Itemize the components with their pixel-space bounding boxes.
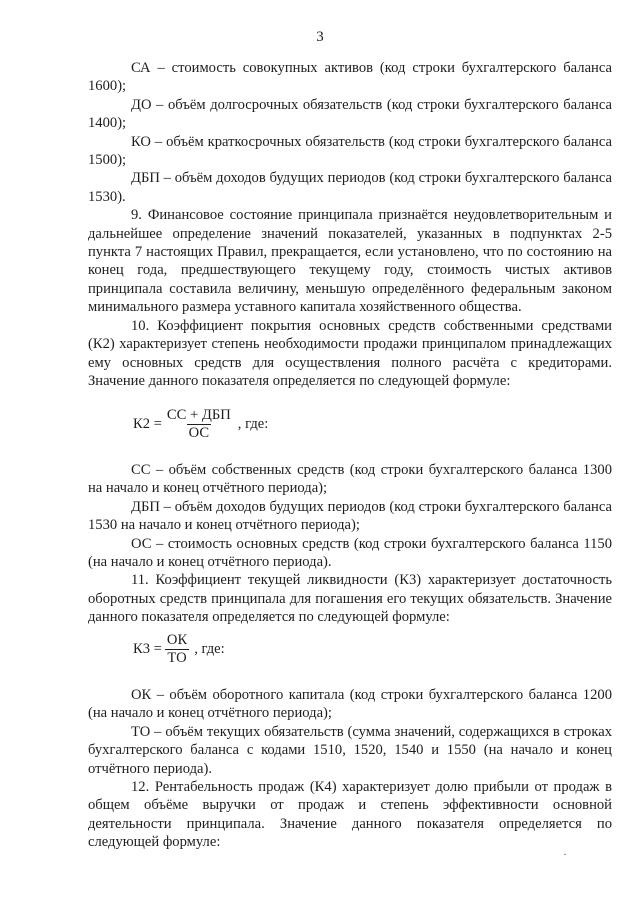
scan-dot: · bbox=[563, 847, 567, 861]
formula-k2-where: , где: bbox=[237, 416, 269, 433]
formula-k3-numerator: ОК bbox=[166, 632, 188, 648]
paragraph-11: 11. Коэффициент текущей ликвидности (К3) характеризует достаточность оборотных средств принципала для погашения его текущих обязательств. Значение данного показателя определяется по следующей формуле: bbox=[88, 572, 612, 626]
paragraph-dbp-2: ДБП – объём доходов будущих периодов (код строки бухгалтерского баланса 1530 на начало и конец отчётного периода); bbox=[88, 498, 612, 534]
text-block-1 bbox=[88, 59, 612, 390]
paragraph-ok: ОК – объём оборотного капитала (код строки бухгалтерского баланса 1200 (на начало и конец отчётного периода); bbox=[88, 687, 612, 722]
paragraph-ko: КО – объём краткосрочных обязательств (код строки бухгалтерского баланса 1500); bbox=[88, 133, 612, 169]
paragraph-os: ОС – стоимость основных средств (код строки бухгалтерского баланса 1150 (на начало и конец отчётного периода). bbox=[88, 535, 612, 571]
formula-k3-lhs: К3 = bbox=[133, 641, 162, 658]
formula-k3-fraction bbox=[165, 632, 189, 667]
formula-k2-numerator: СС + ДБП bbox=[166, 407, 231, 423]
paragraph-12: 12. Рентабельность продаж (К4) характеризует долю прибыли от продаж в общем объёме выручки от продаж и степень эффективности основной деятельности принципала. Значение данного показателя определяется по следующей формуле: bbox=[88, 779, 612, 851]
paragraph-do: ДО – объём долгосрочных обязательств (код строки бухгалтерского баланса 1400); bbox=[88, 96, 612, 132]
formula-k2-lhs: К2 = bbox=[133, 416, 162, 433]
text-block-2 bbox=[88, 461, 612, 627]
paragraph-ca: СА – стоимость совокупных активов (код строки бухгалтерского баланса 1600); bbox=[88, 60, 612, 95]
paragraph-ss: СС – объём собственных средств (код строки бухгалтерского баланса 1300 на начало и конец отчётного периода); bbox=[88, 462, 612, 497]
paragraph-9: 9. Финансовое состояние принципала признаётся неудовлетворительным и дальнейшее определение значений показателей, указанных в подпунктах 2-5 пункта 7 настоящих Правил, прекращается, если установлено, что по состоянию на конец года, предшествующего текущему году, стоимость чистых активов принципала составила величину, меньшую определённого федеральным законом минимального размера уставного капитала хозяйственного общества. bbox=[88, 207, 612, 316]
paragraph-dbp: ДБП – объём доходов будущих периодов (код строки бухгалтерского баланса 1530). bbox=[88, 170, 612, 205]
text-block-3 bbox=[88, 686, 612, 852]
formula-k2-fraction bbox=[165, 407, 233, 442]
paragraph-10: 10. Коэффициент покрытия основных средств собственными средствами (К2) характеризует степень необходимости продажи принципалом принадлежащих ему основных средств для осуществления полного расчёта с кредиторами. Значение данного показателя определяется по следующей формуле: bbox=[88, 317, 612, 389]
formula-k2 bbox=[133, 407, 268, 442]
page-number: 3 bbox=[316, 29, 324, 45]
formula-k2-denominator: ОС bbox=[188, 425, 210, 441]
formula-k3-denominator: ТО bbox=[167, 650, 187, 666]
paragraph-to: ТО – объём текущих обязательств (сумма значений, содержащихся в строках бухгалтерского баланса с кодами 1510, 1520, 1540 и 1550 (на начало и конец отчётного периода). bbox=[88, 723, 612, 777]
formula-k3 bbox=[133, 632, 225, 667]
formula-k3-where: , где: bbox=[194, 641, 225, 658]
